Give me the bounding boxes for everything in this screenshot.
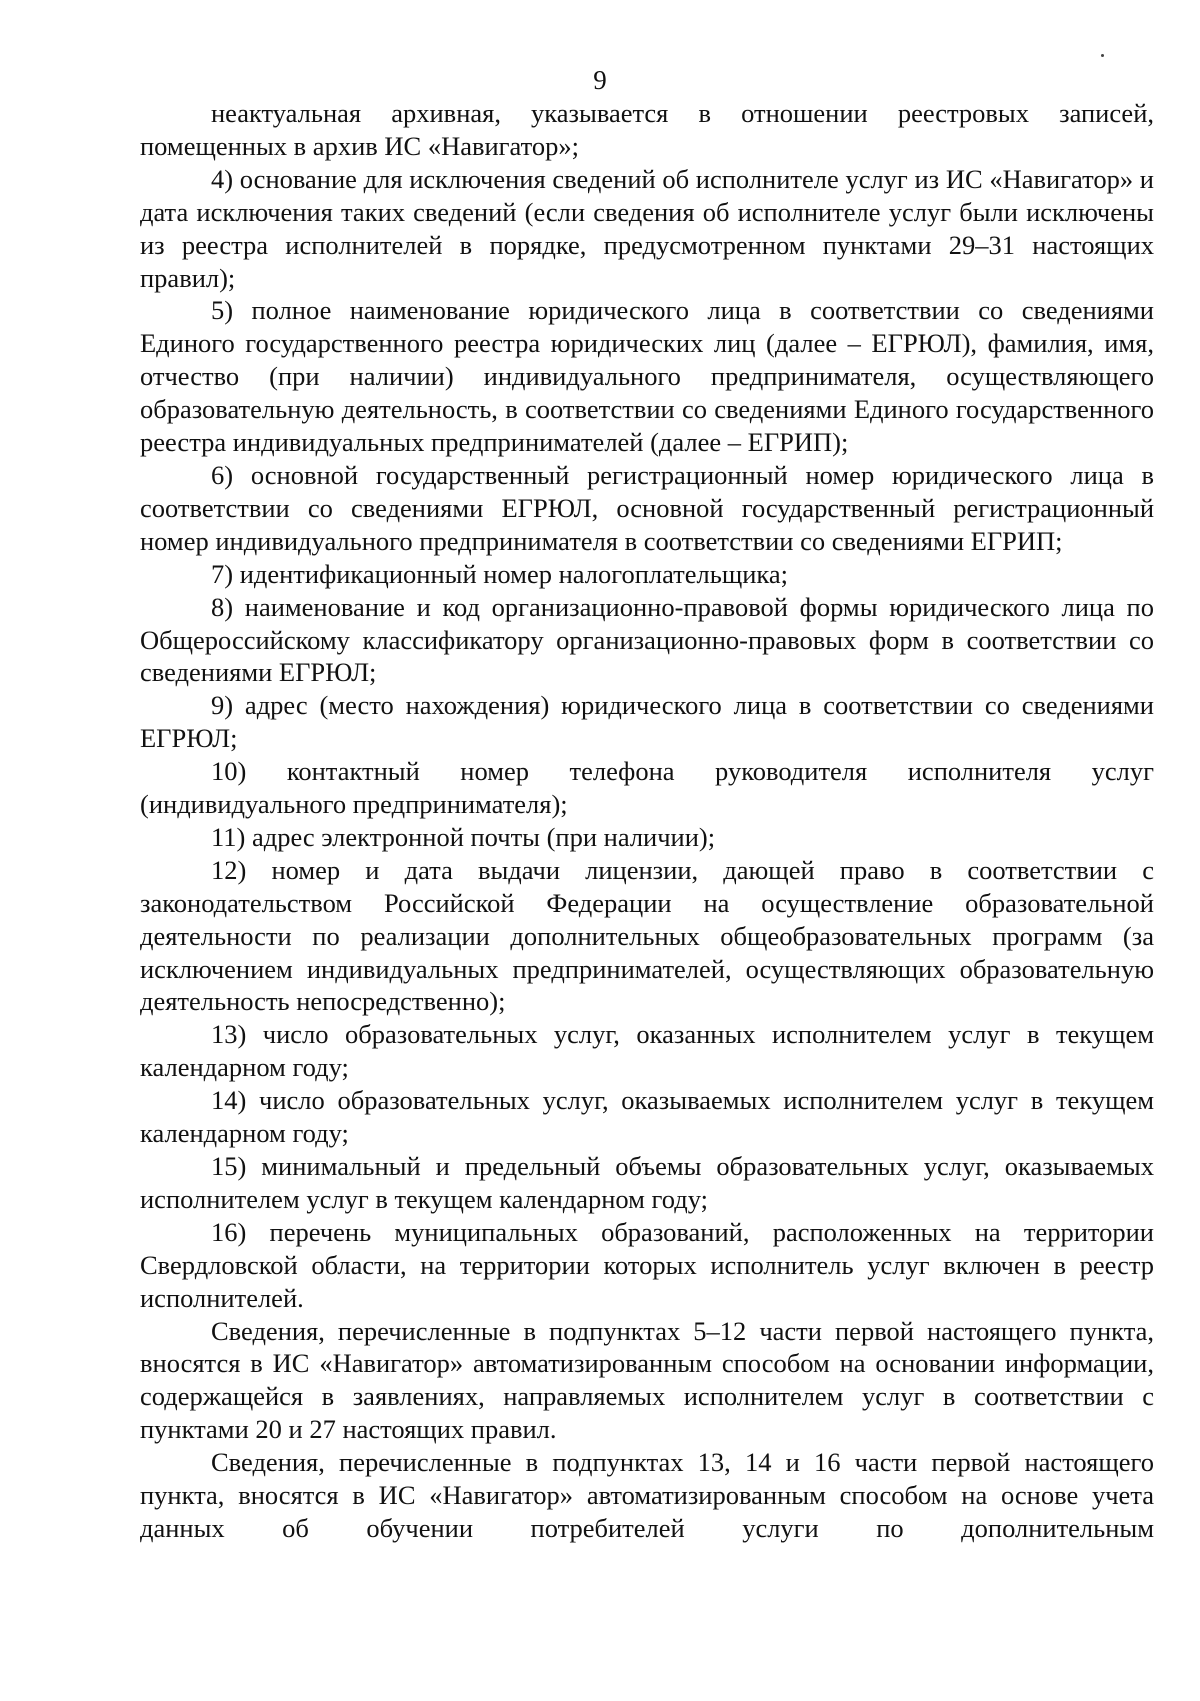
paragraph-item-9: 9) адрес (место нахождения) юридического лица в соответствии со сведениями ЕГРЮЛ; [140,690,1154,754]
page-number: 9 [593,65,607,95]
paragraph-continuation: неактуальная архивная, указывается в отношении реестровых записей, помещенных в архив ИС «Навигатор»; [140,98,1154,161]
paragraph-note-subitems-13-16: Сведения, перечисленные в подпунктах 13, 14 и 16 части первой настоящего пункта, вносятся в ИС «Навигатор» автоматизированным способом на основе учета данных об обучении потребителей услуги по дополнительным [140,1447,1154,1543]
paragraph-item-15: 15) минимальный и предельный объемы образовательных услуг, оказываемых исполнителем услуг в текущем календарном году; [140,1151,1154,1214]
paragraph-item-13: 13) число образовательных услуг, оказанных исполнителем услуг в текущем календарном году; [140,1019,1154,1083]
scan-speck [1101,54,1104,57]
paragraph-item-7: 7) идентификационный номер налогоплательщика; [211,558,789,589]
paragraph-item-4: 4) основание для исключения сведений об исполнителе услуг из ИС «Навигатор» и дата исключения таких сведений (если сведения об исполнителе услуг были исключены из реестра исполнителей в порядке, предусмотренном пунктами 29–31 настоящих правил); [140,163,1154,293]
paragraph-item-16: 16) перечень муниципальных образований, расположенных на территории Свердловской области, на территории которых исполнитель услуг включен в реестр исполнителей. [140,1216,1154,1313]
paragraph-item-6: 6) основной государственный регистрационный номер юридического лица в соответствии со сведениями ЕГРЮЛ, основной государственный регистрационный номер индивидуального предпринимателя в соответствии со сведениями ЕГРИП; [140,459,1154,556]
paragraph-item-10: 10) контактный номер телефона руководителя исполнителя услуг (индивидуального предпринимателя); [140,756,1154,820]
paragraph-item-11: 11) адрес электронной почты (при наличии); [211,821,716,852]
paragraph-note-subitems-5-12: Сведения, перечисленные в подпунктах 5–12 части первой настоящего пункта, вносятся в ИС «Навигатор» автоматизированным способом на основании информации, содержащейся в заявлениях, направляемых исполнителем услуг в соответствии с пунктами 20 и 27 настоящих правил. [140,1315,1154,1445]
document-body [140,97,1154,1545]
paragraph-item-5: 5) полное наименование юридического лица в соответствии со сведениями Единого государственного реестра юридических лиц (далее – ЕГРЮЛ), фамилия, имя, отчество (при наличии) индивидуального предпринимателя, осуществляющего образовательную деятельность, в соответствии со сведениями Единого государственного реестра индивидуальных предпринимателей (далее – ЕГРИП); [140,295,1154,458]
paragraph-item-8: 8) наименование и код организационно-правовой формы юридического лица по Общероссийскому классификатору организационно-правовых форм в соответствии со сведениями ЕГРЮЛ; [140,591,1154,688]
paragraph-item-14: 14) число образовательных услуг, оказываемых исполнителем услуг в текущем календарном году; [140,1085,1154,1149]
paragraph-item-12: 12) номер и дата выдачи лицензии, дающей право в соответствии с законодательством Российской Федерации на осуществление образовательной деятельности по реализации дополнительных общеобразовательных программ (за исключением индивидуальных предпринимателей, осуществляющих образовательную деятельность непосредственно); [140,854,1154,1017]
